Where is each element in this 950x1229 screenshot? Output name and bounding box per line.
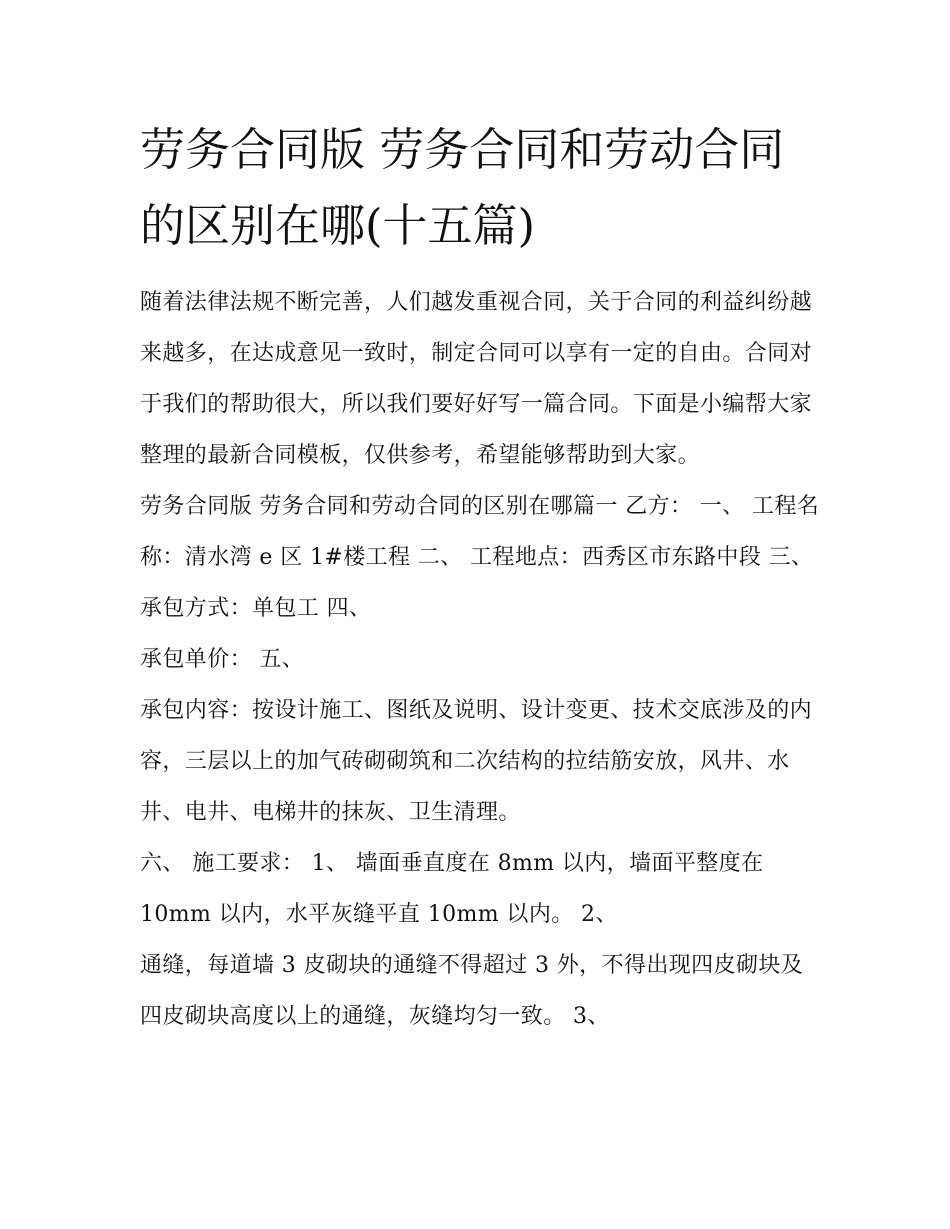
document-body <box>140 277 820 1042</box>
paragraph-scope: 承包内容：按设计施工、图纸及说明、设计变更、技术交底涉及的内容，三层以上的加气砖砌砌筑和二次结构的拉结筋安放，风井、水井、电井、电梯井的抹灰、卫生清理。 <box>140 698 813 825</box>
document-title: 劳务合同版 劳务合同和劳动合同的区别在哪(十五篇) <box>140 123 785 252</box>
paragraph-unit-price: 承包单价： 五、 <box>140 647 305 672</box>
paragraph-intro: 随着法律法规不断完善，人们越发重视合同，关于合同的利益纠纷越来越多，在达成意见一致时，制定合同可以享有一定的自由。合同对于我们的帮助很大，所以我们要好好写一篇合同。下面是小编帮大家整理的最新合同模板，仅供参考，希望能够帮助到大家。 <box>140 290 813 468</box>
paragraph-project-info: 劳务合同版 劳务合同和劳动合同的区别在哪篇一 乙方： 一、 工程名称：清水湾 e 区 1#楼工程 二、 工程地点：西秀区市东路中段 三、 承包方式：单包工 四、 <box>140 494 820 621</box>
paragraph-requirements: 六、 施工要求： 1、 墙面垂直度在 8mm 以内，墙面平整度在 10mm 以内，水平灰缝平直 10mm 以内。 2、 <box>140 851 764 927</box>
paragraph-joints: 通缝，每道墙 3 皮砌块的通缝不得超过 3 外，不得出现四皮砌块及四皮砌块高度以上的通缝，灰缝均匀一致。 3、 <box>140 953 804 1029</box>
